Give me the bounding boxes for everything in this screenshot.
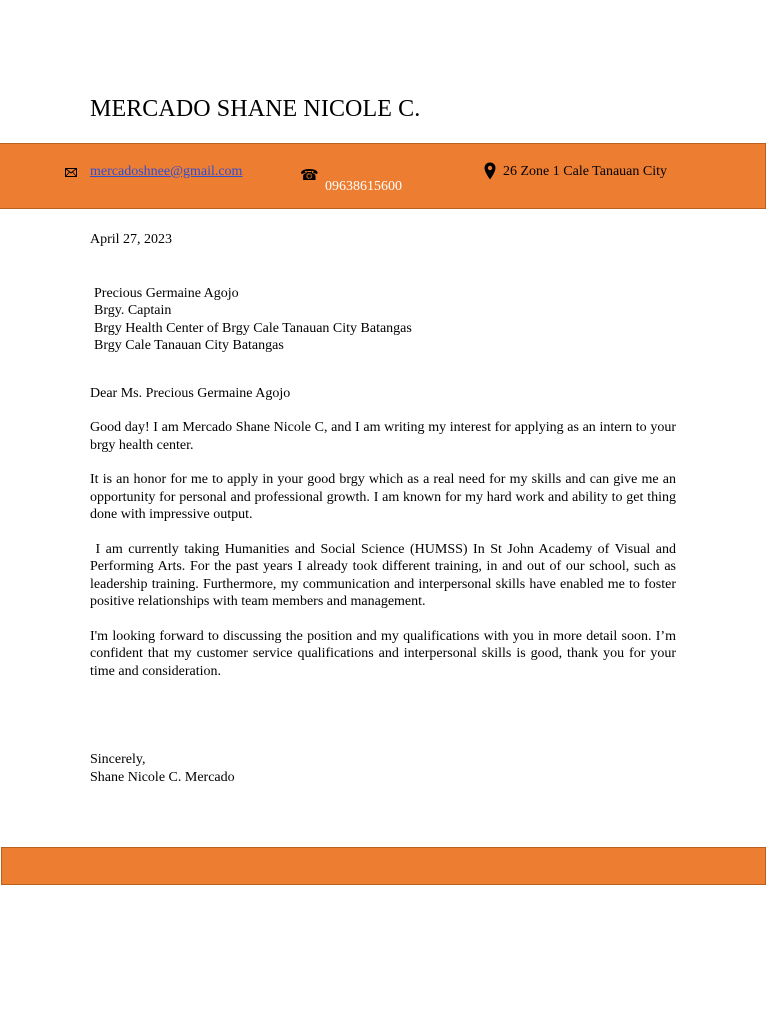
map-pin-icon: [484, 162, 496, 180]
recipient-organization: Brgy Health Center of Brgy Cale Tanauan City Batangas: [94, 320, 412, 336]
footer-bar: [1, 847, 766, 885]
recipient-address: Brgy Cale Tanauan City Batangas: [94, 338, 284, 353]
paragraph-motivation: It is an honor for me to apply in your good brgy which as a real need for my skills and can give me an opportunity for personal and professional growth. I am known for my hard work and ability to get thing done with impressive output.: [90, 472, 676, 522]
applicant-name: MERCADO SHANE NICOLE C.: [90, 96, 421, 122]
letter-date: April 27, 2023: [90, 232, 173, 247]
contact-bar: [0, 143, 766, 209]
phone-number: 09638615600: [325, 179, 402, 194]
salutation: Dear Ms. Precious Germaine Agojo: [90, 385, 291, 401]
closing-line: Sincerely,: [90, 752, 146, 767]
letter-body: [90, 231, 680, 786]
paragraph-background: I am currently taking Humanities and Social Science (HUMSS) In St John Academy of Visual and Performing Arts. For the past years I already took different training, in and out of our school, such as leadership training. Furthermore, my communication and interpersonal skills have enabled me to foster positive relationships with team members and management.: [90, 541, 680, 609]
recipient-block: [94, 285, 676, 355]
email-link[interactable]: mercadoshnee@gmail.com: [90, 164, 243, 179]
paragraph-intro: Good day! I am Mercado Shane Nicole C, and I am writing my interest for applying as an intern to your brgy health center.: [90, 420, 676, 453]
paragraph-closing: I'm looking forward to discussing the position and my qualifications with you in more detail soon. I’m confident that my customer service qualifications and interpersonal skills is good, thank you for your time and consideration.: [90, 628, 676, 679]
telephone-icon: ☎: [300, 166, 319, 184]
envelope-icon: [65, 168, 77, 177]
recipient-name: Precious Germaine Agojo: [94, 285, 239, 301]
recipient-title: Brgy. Captain: [94, 303, 172, 318]
address-text: 26 Zone 1 Cale Tanauan City: [503, 164, 668, 179]
signature-name: Shane Nicole C. Mercado: [90, 769, 235, 785]
